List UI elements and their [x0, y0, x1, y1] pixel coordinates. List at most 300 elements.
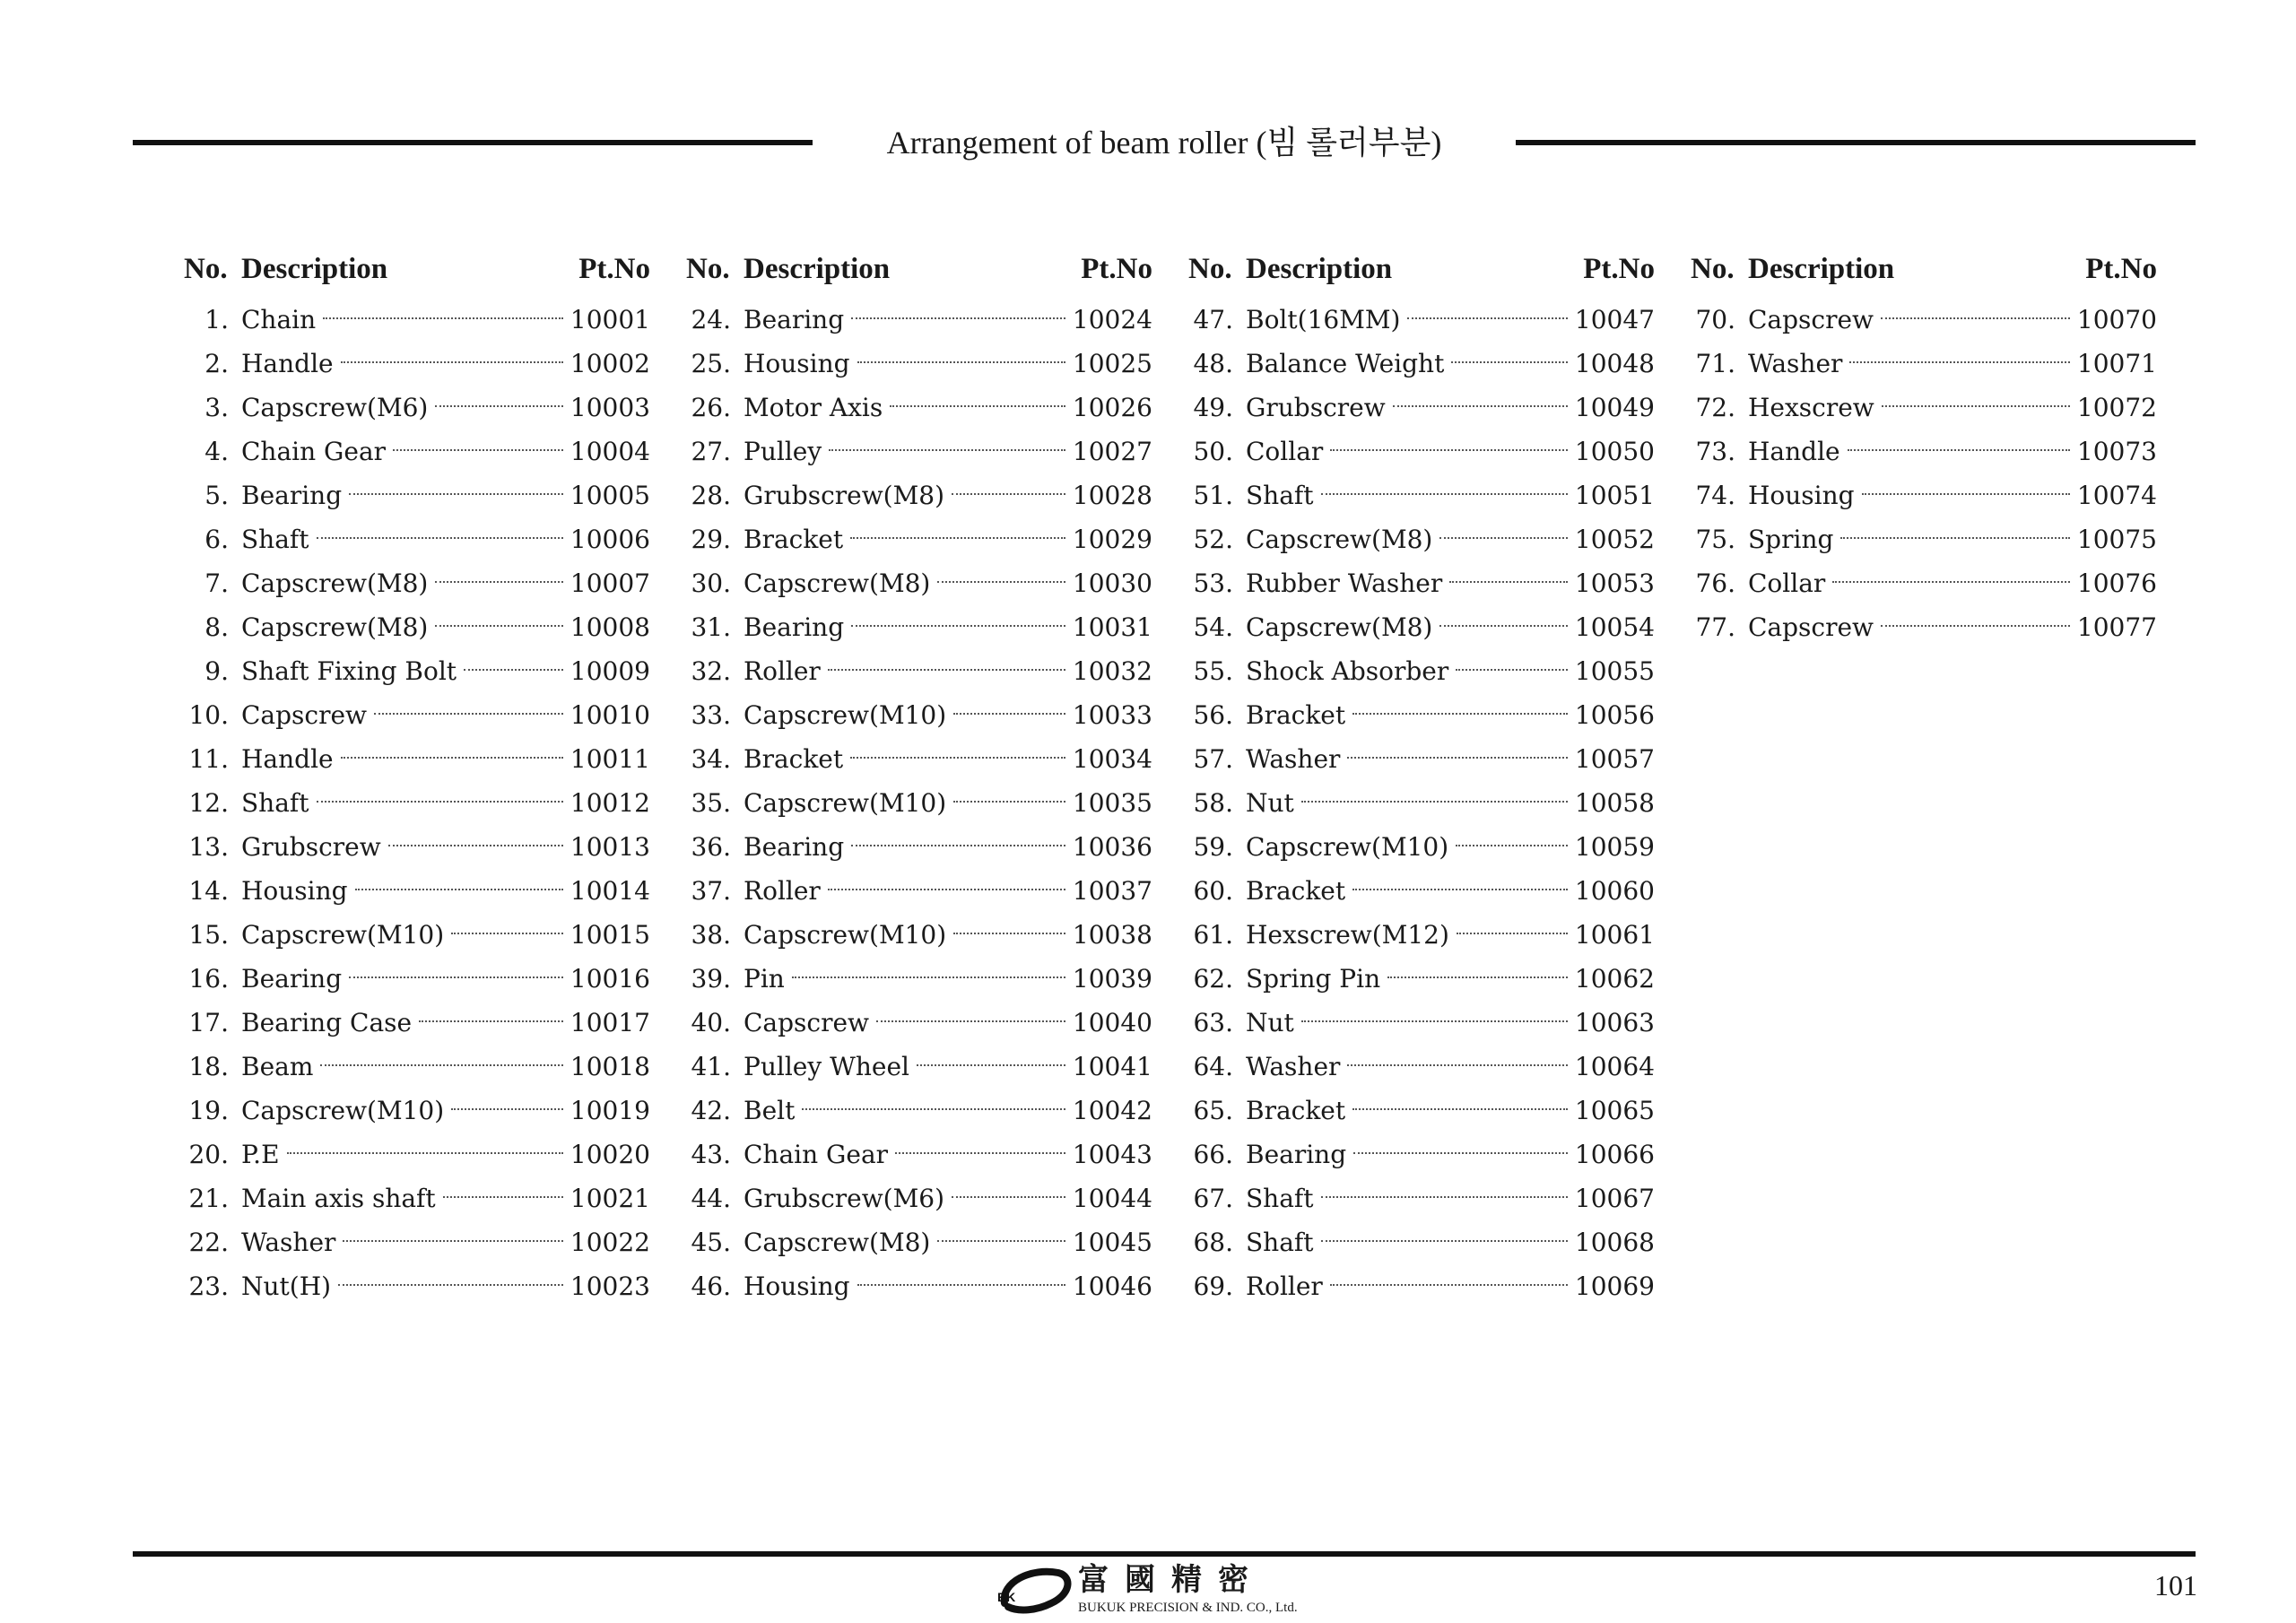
part-row [686, 649, 1152, 693]
dot-leader [1301, 1020, 1568, 1022]
part-description: Hexscrew(M12) [1246, 920, 1449, 950]
part-row [1188, 1133, 1655, 1176]
dot-leader [937, 580, 1065, 583]
part-description: Bearing [744, 305, 845, 334]
part-description: Main axis shaft [241, 1184, 436, 1213]
part-code: 10060 [1574, 876, 1655, 906]
dot-leader [829, 448, 1065, 451]
part-code: 10048 [1574, 349, 1655, 378]
company-logo [996, 1562, 1354, 1618]
dot-leader [1849, 360, 2070, 363]
part-row [686, 1133, 1152, 1176]
dot-leader [435, 580, 563, 583]
part-row [184, 737, 650, 781]
part-code: 10070 [2076, 305, 2157, 334]
dot-leader [876, 1020, 1065, 1022]
part-description: Pin [744, 964, 785, 994]
header-part-no: Pt.No [578, 253, 650, 285]
part-number-index: 41. [691, 1052, 731, 1081]
header-part-no: Pt.No [1583, 253, 1655, 285]
part-number-index: 57. [1193, 744, 1233, 774]
part-code: 10058 [1574, 788, 1655, 818]
part-number-index: 44. [691, 1184, 731, 1213]
part-entry [241, 561, 650, 605]
part-row [1188, 869, 1655, 913]
part-number-index: 30. [691, 568, 731, 598]
dot-leader [317, 800, 563, 803]
part-description: Belt [744, 1096, 796, 1125]
part-description: Capscrew(M8) [1246, 525, 1433, 554]
part-number-index: 75. [1695, 525, 1735, 554]
part-description: Rubber Washer [1246, 568, 1443, 598]
part-code: 10062 [1574, 964, 1655, 994]
part-entry [1748, 430, 2157, 473]
page-number: 101 [2154, 1569, 2197, 1601]
dot-leader [952, 1195, 1065, 1198]
part-row [686, 517, 1152, 561]
title-row [133, 117, 2196, 170]
part-code: 10049 [1574, 393, 1655, 422]
part-number-index: 17. [188, 1008, 229, 1037]
part-entry [1246, 517, 1655, 561]
part-description: Roller [1246, 1271, 1323, 1301]
part-code: 10028 [1072, 481, 1152, 510]
part-description: Capscrew(M8) [1246, 612, 1433, 642]
dot-leader [323, 317, 563, 319]
part-row [686, 1089, 1152, 1133]
part-entry [241, 1045, 650, 1089]
dot-leader [341, 360, 563, 363]
part-description: Capscrew(M10) [1246, 832, 1449, 862]
part-row [686, 1220, 1152, 1264]
part-code: 10010 [570, 700, 650, 730]
dot-leader [857, 360, 1065, 363]
dot-leader [1321, 492, 1568, 495]
dot-leader [953, 932, 1065, 934]
part-row [686, 693, 1152, 737]
part-code: 10041 [1072, 1052, 1152, 1081]
dot-leader [464, 668, 563, 671]
part-number-index: 73. [1695, 437, 1735, 466]
part-entry [744, 1220, 1152, 1264]
part-description: Housing [241, 876, 348, 906]
part-entry [1246, 1133, 1655, 1176]
part-row [686, 1176, 1152, 1220]
part-number-index: 2. [204, 349, 229, 378]
part-number-index: 55. [1193, 656, 1233, 686]
part-number-index: 64. [1193, 1052, 1233, 1081]
part-description: Roller [744, 656, 821, 686]
part-code: 10053 [1574, 568, 1655, 598]
part-description: Bolt(16MM) [1246, 305, 1401, 334]
part-number-index: 13. [188, 832, 229, 862]
part-entry [744, 781, 1152, 825]
parts-column-4 [1691, 247, 2157, 649]
part-entry [241, 825, 650, 869]
column-header [1691, 247, 2157, 291]
dot-leader [1353, 1151, 1568, 1154]
part-code: 10077 [2076, 612, 2157, 642]
parts-column-2 [686, 247, 1152, 1308]
part-number-index: 76. [1695, 568, 1735, 598]
part-number-index: 24. [691, 305, 731, 334]
dot-leader [1347, 756, 1568, 759]
part-entry [1246, 1089, 1655, 1133]
part-description: Capscrew(M10) [241, 920, 445, 950]
header-part-no: Pt.No [2085, 253, 2157, 285]
part-row [184, 473, 650, 517]
header-no: No. [686, 253, 730, 285]
part-description: Capscrew [241, 700, 368, 730]
dot-leader [374, 712, 563, 715]
part-description: Chain Gear [241, 437, 387, 466]
dot-leader [851, 624, 1065, 627]
part-number-index: 47. [1193, 305, 1233, 334]
part-description: Washer [1748, 349, 1843, 378]
part-number-index: 52. [1193, 525, 1233, 554]
part-number-index: 50. [1193, 437, 1233, 466]
part-row [184, 342, 650, 386]
dot-leader [1321, 1239, 1568, 1242]
part-entry [744, 1045, 1152, 1089]
part-entry [1748, 386, 2157, 430]
part-code: 10026 [1072, 393, 1152, 422]
dot-leader [850, 756, 1065, 759]
dot-leader [341, 756, 563, 759]
dot-leader [1881, 317, 2070, 319]
part-entry [744, 1089, 1152, 1133]
dot-leader [320, 1063, 563, 1066]
dot-leader [895, 1151, 1065, 1154]
part-row [184, 1176, 650, 1220]
dot-leader [393, 448, 563, 451]
part-description: Grubscrew(M6) [744, 1184, 945, 1213]
dot-leader [937, 1239, 1065, 1242]
part-entry [1748, 517, 2157, 561]
part-code: 10033 [1072, 700, 1152, 730]
part-description: Bearing [744, 832, 845, 862]
part-row [1691, 561, 2157, 605]
dot-leader [828, 888, 1065, 890]
part-code: 10014 [570, 876, 650, 906]
part-description: Shock Absorber [1246, 656, 1449, 686]
part-description: Capscrew(M6) [241, 393, 429, 422]
part-description: Chain [241, 305, 317, 334]
part-number-index: 58. [1193, 788, 1233, 818]
part-code: 10017 [570, 1008, 650, 1037]
dot-leader [287, 1151, 563, 1154]
part-description: Capscrew [1748, 612, 1874, 642]
part-code: 10031 [1072, 612, 1152, 642]
part-row [1188, 1220, 1655, 1264]
part-description: Housing [744, 349, 850, 378]
part-row [1188, 1176, 1655, 1220]
part-code: 10076 [2076, 568, 2157, 598]
dot-leader [851, 844, 1065, 846]
dot-leader [1881, 624, 2070, 627]
part-code: 10030 [1072, 568, 1152, 598]
part-row [686, 913, 1152, 957]
part-code: 10002 [570, 349, 650, 378]
part-entry [1246, 1220, 1655, 1264]
part-row [1188, 1264, 1655, 1308]
part-number-index: 62. [1193, 964, 1233, 994]
part-description: Chain Gear [744, 1140, 889, 1169]
part-number-index: 51. [1193, 481, 1233, 510]
header-no: No. [184, 253, 228, 285]
part-number-index: 49. [1193, 393, 1233, 422]
column-rows [184, 298, 650, 1308]
part-row [686, 869, 1152, 913]
dot-leader [1321, 1195, 1568, 1198]
part-code: 10004 [570, 437, 650, 466]
part-number-index: 35. [691, 788, 731, 818]
part-number-index: 59. [1193, 832, 1233, 862]
part-row [1188, 386, 1655, 430]
dot-leader [1347, 1063, 1568, 1066]
dot-leader [952, 492, 1065, 495]
part-code: 10007 [570, 568, 650, 598]
part-number-index: 5. [204, 481, 229, 510]
part-row [1188, 1001, 1655, 1045]
part-entry [241, 298, 650, 342]
part-row [686, 342, 1152, 386]
dot-leader [1330, 1283, 1568, 1286]
part-entry [1246, 649, 1655, 693]
part-number-index: 66. [1193, 1140, 1233, 1169]
part-number-index: 70. [1695, 305, 1735, 334]
part-entry [241, 430, 650, 473]
part-description: Capscrew(M10) [744, 920, 947, 950]
part-code: 10027 [1072, 437, 1152, 466]
part-entry [744, 825, 1152, 869]
part-description: Grubscrew [241, 832, 381, 862]
part-code: 10047 [1574, 305, 1655, 334]
part-code: 10066 [1574, 1140, 1655, 1169]
part-entry [744, 473, 1152, 517]
part-number-index: 7. [204, 568, 229, 598]
part-code: 10018 [570, 1052, 650, 1081]
part-description: Shaft [1246, 1228, 1314, 1257]
part-code: 10059 [1574, 832, 1655, 862]
dot-leader [1352, 888, 1568, 890]
part-row [184, 1001, 650, 1045]
part-entry [1246, 1001, 1655, 1045]
part-entry [1246, 298, 1655, 342]
part-number-index: 39. [691, 964, 731, 994]
part-number-index: 10. [188, 700, 229, 730]
part-number-index: 56. [1193, 700, 1233, 730]
part-code: 10064 [1574, 1052, 1655, 1081]
part-code: 10071 [2076, 349, 2157, 378]
part-number-index: 25. [691, 349, 731, 378]
dot-leader [857, 1283, 1065, 1286]
part-row [686, 605, 1152, 649]
part-entry [1246, 342, 1655, 386]
column-header [686, 247, 1152, 291]
part-row [184, 1133, 650, 1176]
dot-leader [1301, 800, 1568, 803]
part-code: 10003 [570, 393, 650, 422]
part-description: Shaft [241, 525, 309, 554]
part-code: 10039 [1072, 964, 1152, 994]
logo-mark: BK [997, 1590, 1016, 1604]
part-description: Shaft [1246, 1184, 1314, 1213]
part-entry [744, 342, 1152, 386]
part-entry [241, 1176, 650, 1220]
part-number-index: 48. [1193, 349, 1233, 378]
part-entry [241, 1133, 650, 1176]
part-code: 10036 [1072, 832, 1152, 862]
footer-rule [133, 1551, 2196, 1557]
part-number-index: 77. [1695, 612, 1735, 642]
part-code: 10021 [570, 1184, 650, 1213]
part-description: Bearing [241, 481, 343, 510]
part-row [1691, 605, 2157, 649]
part-row [184, 517, 650, 561]
part-code: 10057 [1574, 744, 1655, 774]
part-description: Balance Weight [1246, 349, 1445, 378]
part-code: 10023 [570, 1271, 650, 1301]
parts-column-1 [184, 247, 650, 1308]
part-code: 10009 [570, 656, 650, 686]
part-code: 10043 [1072, 1140, 1152, 1169]
part-number-index: 11. [188, 744, 229, 774]
part-row [686, 386, 1152, 430]
part-entry [1246, 957, 1655, 1001]
part-code: 10055 [1574, 656, 1655, 686]
dot-leader [1456, 844, 1568, 846]
dot-leader [1407, 317, 1567, 319]
part-row [1188, 781, 1655, 825]
part-description: Bracket [1246, 1096, 1346, 1125]
dot-leader [1456, 668, 1568, 671]
part-description: Pulley Wheel [744, 1052, 909, 1081]
header-description: Description [744, 253, 891, 285]
part-code: 10011 [570, 744, 650, 774]
part-number-index: 45. [691, 1228, 731, 1257]
part-row [1188, 517, 1655, 561]
part-number-index: 60. [1193, 876, 1233, 906]
dot-leader [349, 492, 563, 495]
part-number-index: 20. [188, 1140, 229, 1169]
part-description: Capscrew(M8) [744, 568, 931, 598]
part-row [1188, 1089, 1655, 1133]
part-entry [1246, 1264, 1655, 1308]
part-description: Capscrew [744, 1008, 870, 1037]
part-row [184, 1264, 650, 1308]
part-entry [241, 1001, 650, 1045]
part-number-index: 61. [1193, 920, 1233, 950]
dot-leader [1352, 1107, 1568, 1110]
dot-leader [850, 536, 1065, 539]
part-description: Washer [241, 1228, 336, 1257]
part-entry [241, 1089, 650, 1133]
part-row [686, 1001, 1152, 1045]
part-entry [1246, 1045, 1655, 1089]
part-entry [1246, 913, 1655, 957]
part-entry [744, 649, 1152, 693]
part-row [1188, 430, 1655, 473]
part-description: Grubscrew(M8) [744, 481, 945, 510]
part-row [686, 825, 1152, 869]
dot-leader [317, 536, 563, 539]
part-entry [241, 517, 650, 561]
part-description: Capscrew(M8) [744, 1228, 931, 1257]
part-code: 10063 [1574, 1008, 1655, 1037]
part-code: 10012 [570, 788, 650, 818]
dot-leader [851, 317, 1065, 319]
part-description: Capscrew [1748, 305, 1874, 334]
part-row [1691, 386, 2157, 430]
part-entry [744, 693, 1152, 737]
part-code: 10046 [1072, 1271, 1152, 1301]
part-entry [744, 1001, 1152, 1045]
part-number-index: 22. [188, 1228, 229, 1257]
part-description: Housing [744, 1271, 850, 1301]
part-code: 10029 [1072, 525, 1152, 554]
dot-leader [1439, 624, 1568, 627]
part-row [686, 430, 1152, 473]
part-number-index: 23. [188, 1271, 229, 1301]
part-description: Grubscrew [1246, 393, 1386, 422]
part-description: P.E [241, 1140, 280, 1169]
part-entry [241, 737, 650, 781]
part-row [184, 561, 650, 605]
part-description: Spring [1748, 525, 1834, 554]
part-entry [744, 561, 1152, 605]
part-description: Shaft [1246, 481, 1314, 510]
part-row [1188, 561, 1655, 605]
dot-leader [451, 1107, 563, 1110]
dot-leader [1848, 448, 2070, 451]
part-row [686, 561, 1152, 605]
part-entry [744, 957, 1152, 1001]
part-row [686, 473, 1152, 517]
part-code: 10069 [1574, 1271, 1655, 1301]
part-number-index: 32. [691, 656, 731, 686]
part-number-index: 29. [691, 525, 731, 554]
part-code: 10075 [2076, 525, 2157, 554]
title-rule-right [1516, 140, 2196, 145]
part-row [1188, 605, 1655, 649]
dot-leader [1439, 536, 1568, 539]
dot-leader [451, 932, 563, 934]
part-row [1188, 957, 1655, 1001]
part-entry [744, 298, 1152, 342]
part-entry [241, 1220, 650, 1264]
part-row [184, 869, 650, 913]
part-code: 10022 [570, 1228, 650, 1257]
part-row [1691, 473, 2157, 517]
part-number-index: 26. [691, 393, 731, 422]
part-entry [1246, 1176, 1655, 1220]
part-entry [1748, 473, 2157, 517]
part-row [686, 298, 1152, 342]
part-code: 10020 [570, 1140, 650, 1169]
part-number-index: 34. [691, 744, 731, 774]
part-code: 10016 [570, 964, 650, 994]
part-description: Capscrew(M8) [241, 612, 429, 642]
column-rows [686, 298, 1152, 1308]
part-code: 10044 [1072, 1184, 1152, 1213]
part-row [686, 781, 1152, 825]
part-number-index: 69. [1193, 1271, 1233, 1301]
company-name-cjk: 富國精密 [1078, 1562, 1265, 1598]
part-number-index: 74. [1695, 481, 1735, 510]
part-row [184, 1089, 650, 1133]
part-row [184, 605, 650, 649]
